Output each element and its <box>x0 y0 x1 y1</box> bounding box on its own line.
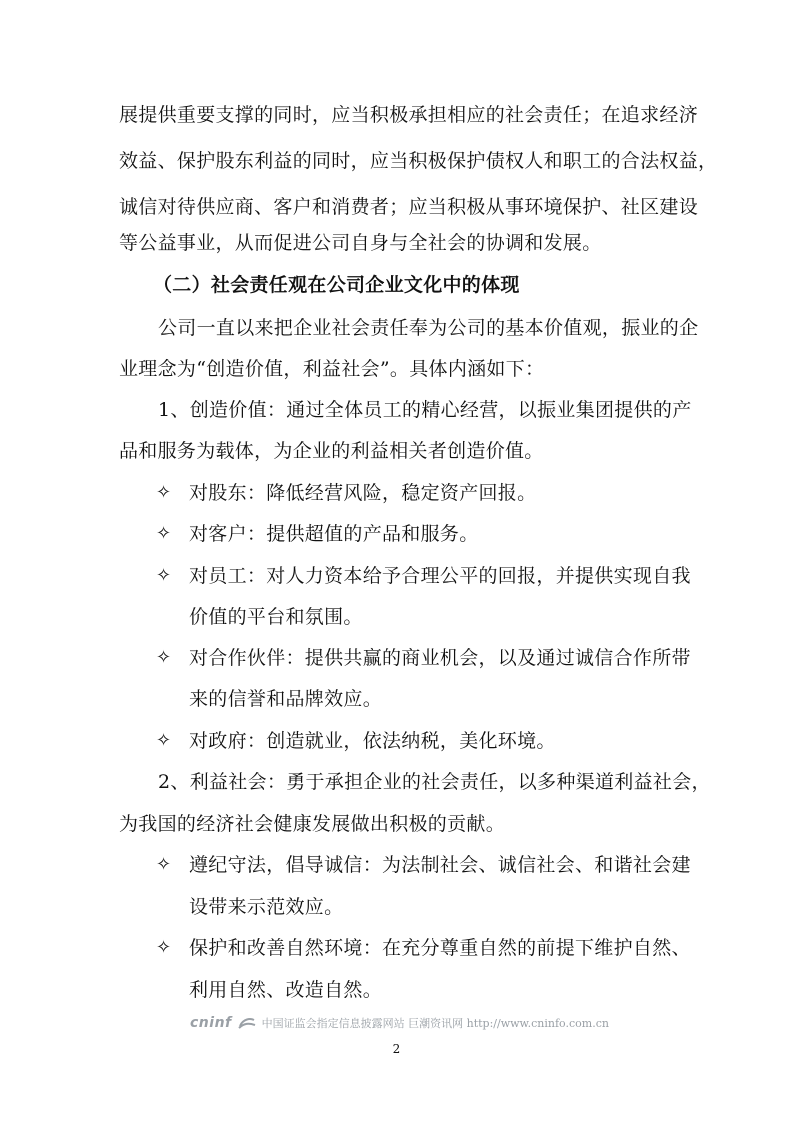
bullet-item-continuation: 来的信誉和品牌效应。 <box>189 688 383 710</box>
bullet-item: 对员工：对人力资本给予合理公平的回报，并提供实现自我 <box>189 565 691 587</box>
paragraph-line: 品和服务为载体，为企业的利益相关者创造价值。 <box>119 440 544 462</box>
footer-watermark <box>190 1013 609 1033</box>
bullet-item-continuation: 利用自然、改造自然。 <box>189 979 383 1001</box>
bullet-item: 保护和改善自然环境：在充分尊重自然的前提下维护自然、 <box>189 937 691 959</box>
paragraph-line: 公司一直以来把企业社会责任奉为公司的基本价值观，振业的企 <box>158 317 699 339</box>
cninfo-swoosh-icon <box>238 1016 256 1030</box>
page-number: 2 <box>392 1042 401 1056</box>
bullet-icon: ✧ <box>156 854 172 875</box>
paragraph-line: 2、利益社会：勇于承担企业的社会责任，以多种渠道利益社会， <box>158 771 711 793</box>
bullet-icon: ✧ <box>156 482 172 503</box>
paragraph-line: 等公益事业，从而促进公司自身与全社会的协调和发展。 <box>119 232 602 254</box>
bullet-icon: ✧ <box>156 647 172 668</box>
bullet-icon: ✧ <box>156 523 172 544</box>
bullet-icon: ✧ <box>156 730 172 751</box>
paragraph-line: 1、创造价值：通过全体员工的精心经营，以振业集团提供的产 <box>158 399 692 421</box>
paragraph-line: 为我国的经济社会健康发展做出积极的贡献。 <box>119 813 506 835</box>
bullet-icon: ✧ <box>156 565 172 586</box>
bullet-item: 遵纪守法，倡导诚信：为法制社会、诚信社会、和谐社会建 <box>189 854 691 876</box>
bullet-item: 对政府：创造就业，依法纳税，美化环境。 <box>189 730 556 752</box>
section-heading: （二）社会责任观在公司企业文化中的体现 <box>153 274 520 296</box>
cninfo-logo: cninf <box>190 1015 232 1031</box>
bullet-item-continuation: 价值的平台和氛围。 <box>189 606 363 628</box>
bullet-item-continuation: 设带来示范效应。 <box>189 896 344 918</box>
paragraph-line: 效益、保护股东利益的同时，应当积极保护债权人和职工的合法权益， <box>119 150 718 172</box>
paragraph-line: 业理念为“创造价值，利益社会”。具体内涵如下： <box>119 358 545 380</box>
bullet-item: 对客户：提供超值的产品和服务。 <box>189 523 479 545</box>
bullet-item: 对股东：降低经营风险，稳定资产回报。 <box>189 482 537 504</box>
bullet-item: 对合作伙伴：提供共赢的商业机会，以及通过诚信合作所带 <box>189 647 691 669</box>
footer-text: 中国证监会指定信息披露网站 巨潮资讯网 http://www.cninfo.com.cn <box>261 1017 609 1030</box>
bullet-icon: ✧ <box>156 937 172 958</box>
paragraph-line: 展提供重要支撑的同时，应当积极承担相应的社会责任；在追求经济 <box>119 104 699 126</box>
paragraph-line: 诚信对待供应商、客户和消费者；应当积极从事环境保护、社区建设 <box>119 196 699 218</box>
